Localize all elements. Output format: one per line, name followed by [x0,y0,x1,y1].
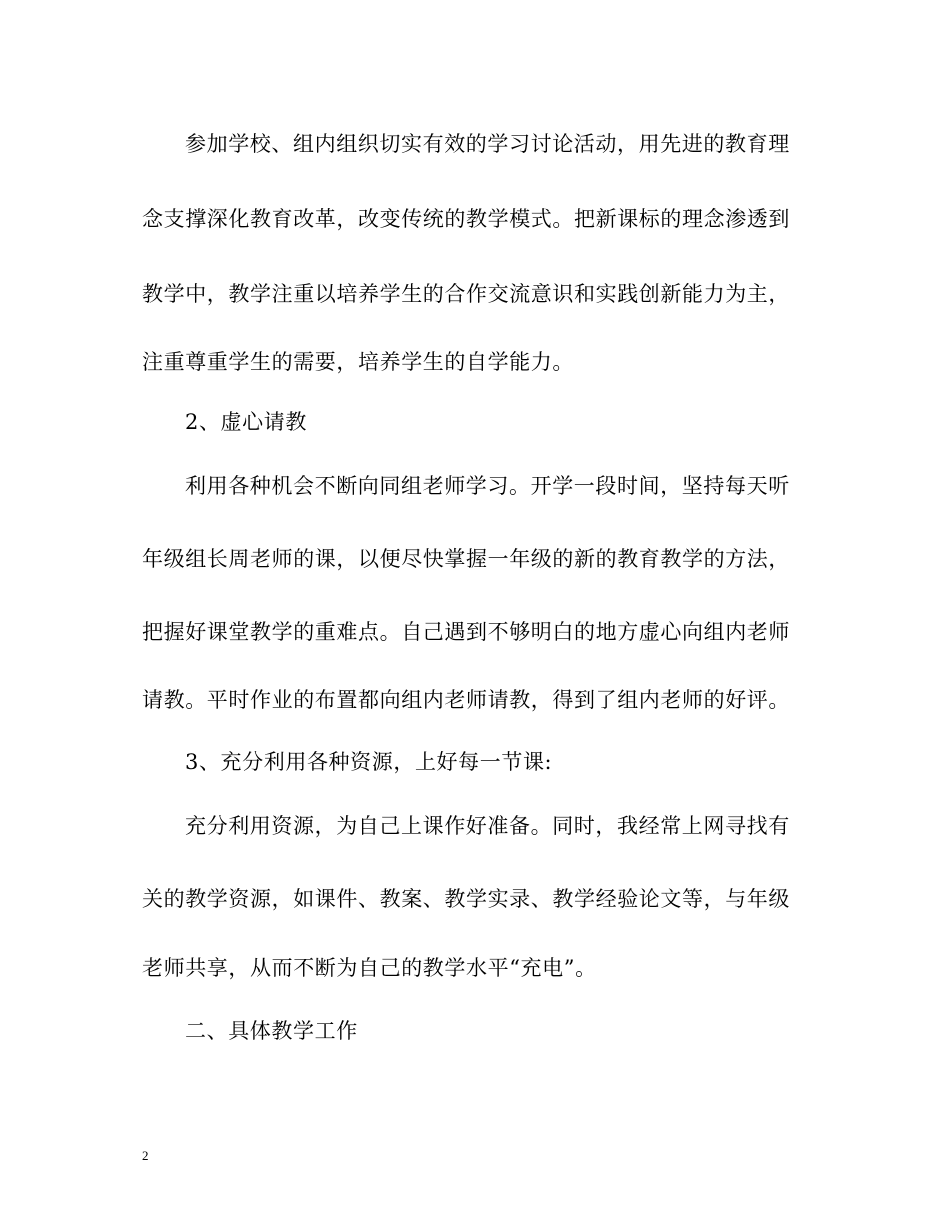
section-heading: 3、充分利用各种资源，上好每一节课: [185,750,553,774]
section-heading: 2、虚心请教 [185,410,307,434]
paragraph-line: 老师共享，从而不断为自己的教学水平“充电”。 [142,956,597,980]
paragraph-line: 请教。平时作业的布置都向组内老师请教，得到了组内老师的好评。 [142,688,790,712]
paragraph-line: 教学中，教学注重以培养学生的合作交流意识和实践创新能力为主， [142,282,790,306]
paragraph-line: 利用各种机会不断向同组老师学习。开学一段时间，坚持每天听 [185,474,790,498]
paragraph-line: 参加学校、组内组织切实有效的学习讨论活动，用先进的教育理 [185,132,790,156]
paragraph-line: 年级组长周老师的课，以便尽快掌握一年级的新的教育教学的方法， [142,547,790,571]
paragraph-line: 注重尊重学生的需要，培养学生的自学能力。 [142,350,574,374]
section-heading: 二、具体教学工作 [185,1019,358,1043]
paragraph-line: 充分利用资源，为自己上课作好准备。同时，我经常上网寻找有 [185,814,790,838]
paragraph-line: 关的教学资源，如课件、教案、教学实录、教学经验论文等，与年级 [142,887,790,911]
paragraph-line: 把握好课堂教学的重难点。自己遇到不够明白的地方虚心向组内老师 [142,620,790,644]
paragraph-line: 念支撑深化教育改革，改变传统的教学模式。把新课标的理念渗透到 [142,207,790,231]
page-number: 2 [142,1148,149,1163]
